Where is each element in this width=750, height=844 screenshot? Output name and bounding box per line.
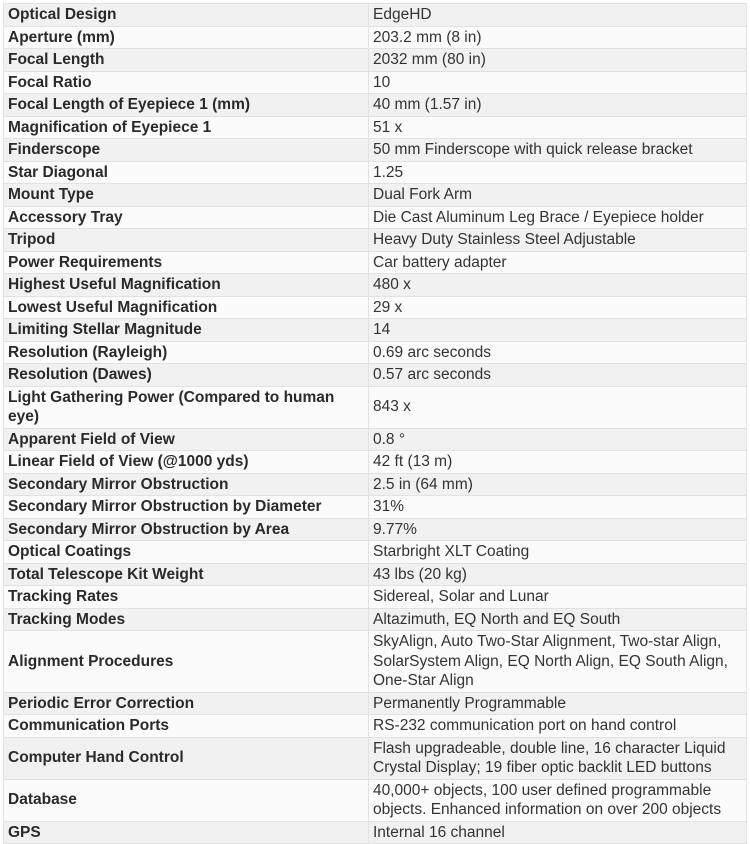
- spec-label: Tracking Modes: [4, 608, 369, 631]
- spec-label: Database: [4, 779, 369, 821]
- spec-value: Permanently Programmable: [369, 692, 747, 715]
- spec-value: 50 mm Finderscope with quick release bracket: [369, 139, 747, 162]
- spec-label: Lowest Useful Magnification: [4, 296, 369, 319]
- spec-value: 43 lbs (20 kg): [369, 563, 747, 586]
- spec-value: 2032 mm (80 in): [369, 49, 747, 72]
- spec-label: Power Requirements: [4, 251, 369, 274]
- spec-label: Accessory Tray: [4, 206, 369, 229]
- spec-label: Light Gathering Power (Compared to human eye): [4, 386, 369, 428]
- spec-row: [4, 206, 747, 229]
- spec-value: EdgeHD: [369, 4, 747, 27]
- spec-label: Optical Design: [4, 4, 369, 27]
- spec-row: [4, 451, 747, 474]
- spec-row: [4, 737, 747, 779]
- spec-label: Limiting Stellar Magnitude: [4, 319, 369, 342]
- spec-row: [4, 161, 747, 184]
- spec-value: 29 x: [369, 296, 747, 319]
- spec-label: Finderscope: [4, 139, 369, 162]
- spec-label: Computer Hand Control: [4, 737, 369, 779]
- spec-label: Communication Ports: [4, 715, 369, 738]
- spec-label: Optical Coatings: [4, 541, 369, 564]
- spec-label: Focal Length of Eyepiece 1 (mm): [4, 94, 369, 117]
- spec-value: Car battery adapter: [369, 251, 747, 274]
- spec-row: [4, 319, 747, 342]
- spec-row: [4, 49, 747, 72]
- spec-value: Starbright XLT Coating: [369, 541, 747, 564]
- spec-label: Magnification of Eyepiece 1: [4, 116, 369, 139]
- spec-value: 51 x: [369, 116, 747, 139]
- spec-row: [4, 586, 747, 609]
- spec-label: Alignment Procedures: [4, 631, 369, 693]
- spec-label: GPS: [4, 821, 369, 844]
- spec-value: 203.2 mm (8 in): [369, 26, 747, 49]
- spec-row: [4, 251, 747, 274]
- spec-label: Tripod: [4, 229, 369, 252]
- spec-label: Secondary Mirror Obstruction by Diameter: [4, 496, 369, 519]
- spec-row: [4, 692, 747, 715]
- spec-table: [3, 3, 747, 844]
- spec-row: [4, 274, 747, 297]
- spec-row: [4, 631, 747, 693]
- spec-value: 1.25: [369, 161, 747, 184]
- spec-row: [4, 473, 747, 496]
- spec-row: [4, 4, 747, 27]
- spec-value: Die Cast Aluminum Leg Brace / Eyepiece holder: [369, 206, 747, 229]
- spec-row: [4, 496, 747, 519]
- spec-row: [4, 116, 747, 139]
- spec-row: [4, 563, 747, 586]
- spec-label: Tracking Rates: [4, 586, 369, 609]
- spec-row: [4, 71, 747, 94]
- spec-label: Highest Useful Magnification: [4, 274, 369, 297]
- spec-value: 40,000+ objects, 100 user defined programmable objects. Enhanced information on over 200 objects: [369, 779, 747, 821]
- spec-value: Dual Fork Arm: [369, 184, 747, 207]
- spec-row: [4, 94, 747, 117]
- spec-value: 843 x: [369, 386, 747, 428]
- spec-value: 10: [369, 71, 747, 94]
- spec-value: 0.69 arc seconds: [369, 341, 747, 364]
- spec-label: Apparent Field of View: [4, 428, 369, 451]
- spec-row: [4, 296, 747, 319]
- spec-value: 42 ft (13 m): [369, 451, 747, 474]
- spec-value: Flash upgradeable, double line, 16 character Liquid Crystal Display; 19 fiber optic backlit LED buttons: [369, 737, 747, 779]
- spec-row: [4, 26, 747, 49]
- spec-value: Heavy Duty Stainless Steel Adjustable: [369, 229, 747, 252]
- spec-value: 9.77%: [369, 518, 747, 541]
- spec-value: Altazimuth, EQ North and EQ South: [369, 608, 747, 631]
- spec-value: 2.5 in (64 mm): [369, 473, 747, 496]
- spec-table-body: [4, 4, 747, 844]
- spec-value: Internal 16 channel: [369, 821, 747, 844]
- spec-label: Resolution (Dawes): [4, 364, 369, 387]
- spec-label: Secondary Mirror Obstruction by Area: [4, 518, 369, 541]
- spec-row: [4, 386, 747, 428]
- spec-label: Star Diagonal: [4, 161, 369, 184]
- spec-value: RS-232 communication port on hand control: [369, 715, 747, 738]
- spec-value: 40 mm (1.57 in): [369, 94, 747, 117]
- spec-label: Mount Type: [4, 184, 369, 207]
- spec-value: 0.8 °: [369, 428, 747, 451]
- spec-label: Secondary Mirror Obstruction: [4, 473, 369, 496]
- spec-value: Sidereal, Solar and Lunar: [369, 586, 747, 609]
- spec-row: [4, 779, 747, 821]
- spec-row: [4, 428, 747, 451]
- spec-value: SkyAlign, Auto Two-Star Alignment, Two-star Align, SolarSystem Align, EQ North Align, EQ South Align, One-Star Align: [369, 631, 747, 693]
- spec-row: [4, 139, 747, 162]
- spec-label: Aperture (mm): [4, 26, 369, 49]
- spec-row: [4, 541, 747, 564]
- spec-row: [4, 608, 747, 631]
- spec-value: 14: [369, 319, 747, 342]
- spec-value: 31%: [369, 496, 747, 519]
- spec-value: 480 x: [369, 274, 747, 297]
- spec-row: [4, 184, 747, 207]
- spec-row: [4, 341, 747, 364]
- spec-row: [4, 229, 747, 252]
- spec-row: [4, 821, 747, 844]
- spec-label: Focal Ratio: [4, 71, 369, 94]
- spec-value: 0.57 arc seconds: [369, 364, 747, 387]
- spec-label: Linear Field of View (@1000 yds): [4, 451, 369, 474]
- spec-label: Resolution (Rayleigh): [4, 341, 369, 364]
- spec-label: Focal Length: [4, 49, 369, 72]
- spec-row: [4, 715, 747, 738]
- spec-row: [4, 518, 747, 541]
- spec-row: [4, 364, 747, 387]
- spec-label: Total Telescope Kit Weight: [4, 563, 369, 586]
- spec-label: Periodic Error Correction: [4, 692, 369, 715]
